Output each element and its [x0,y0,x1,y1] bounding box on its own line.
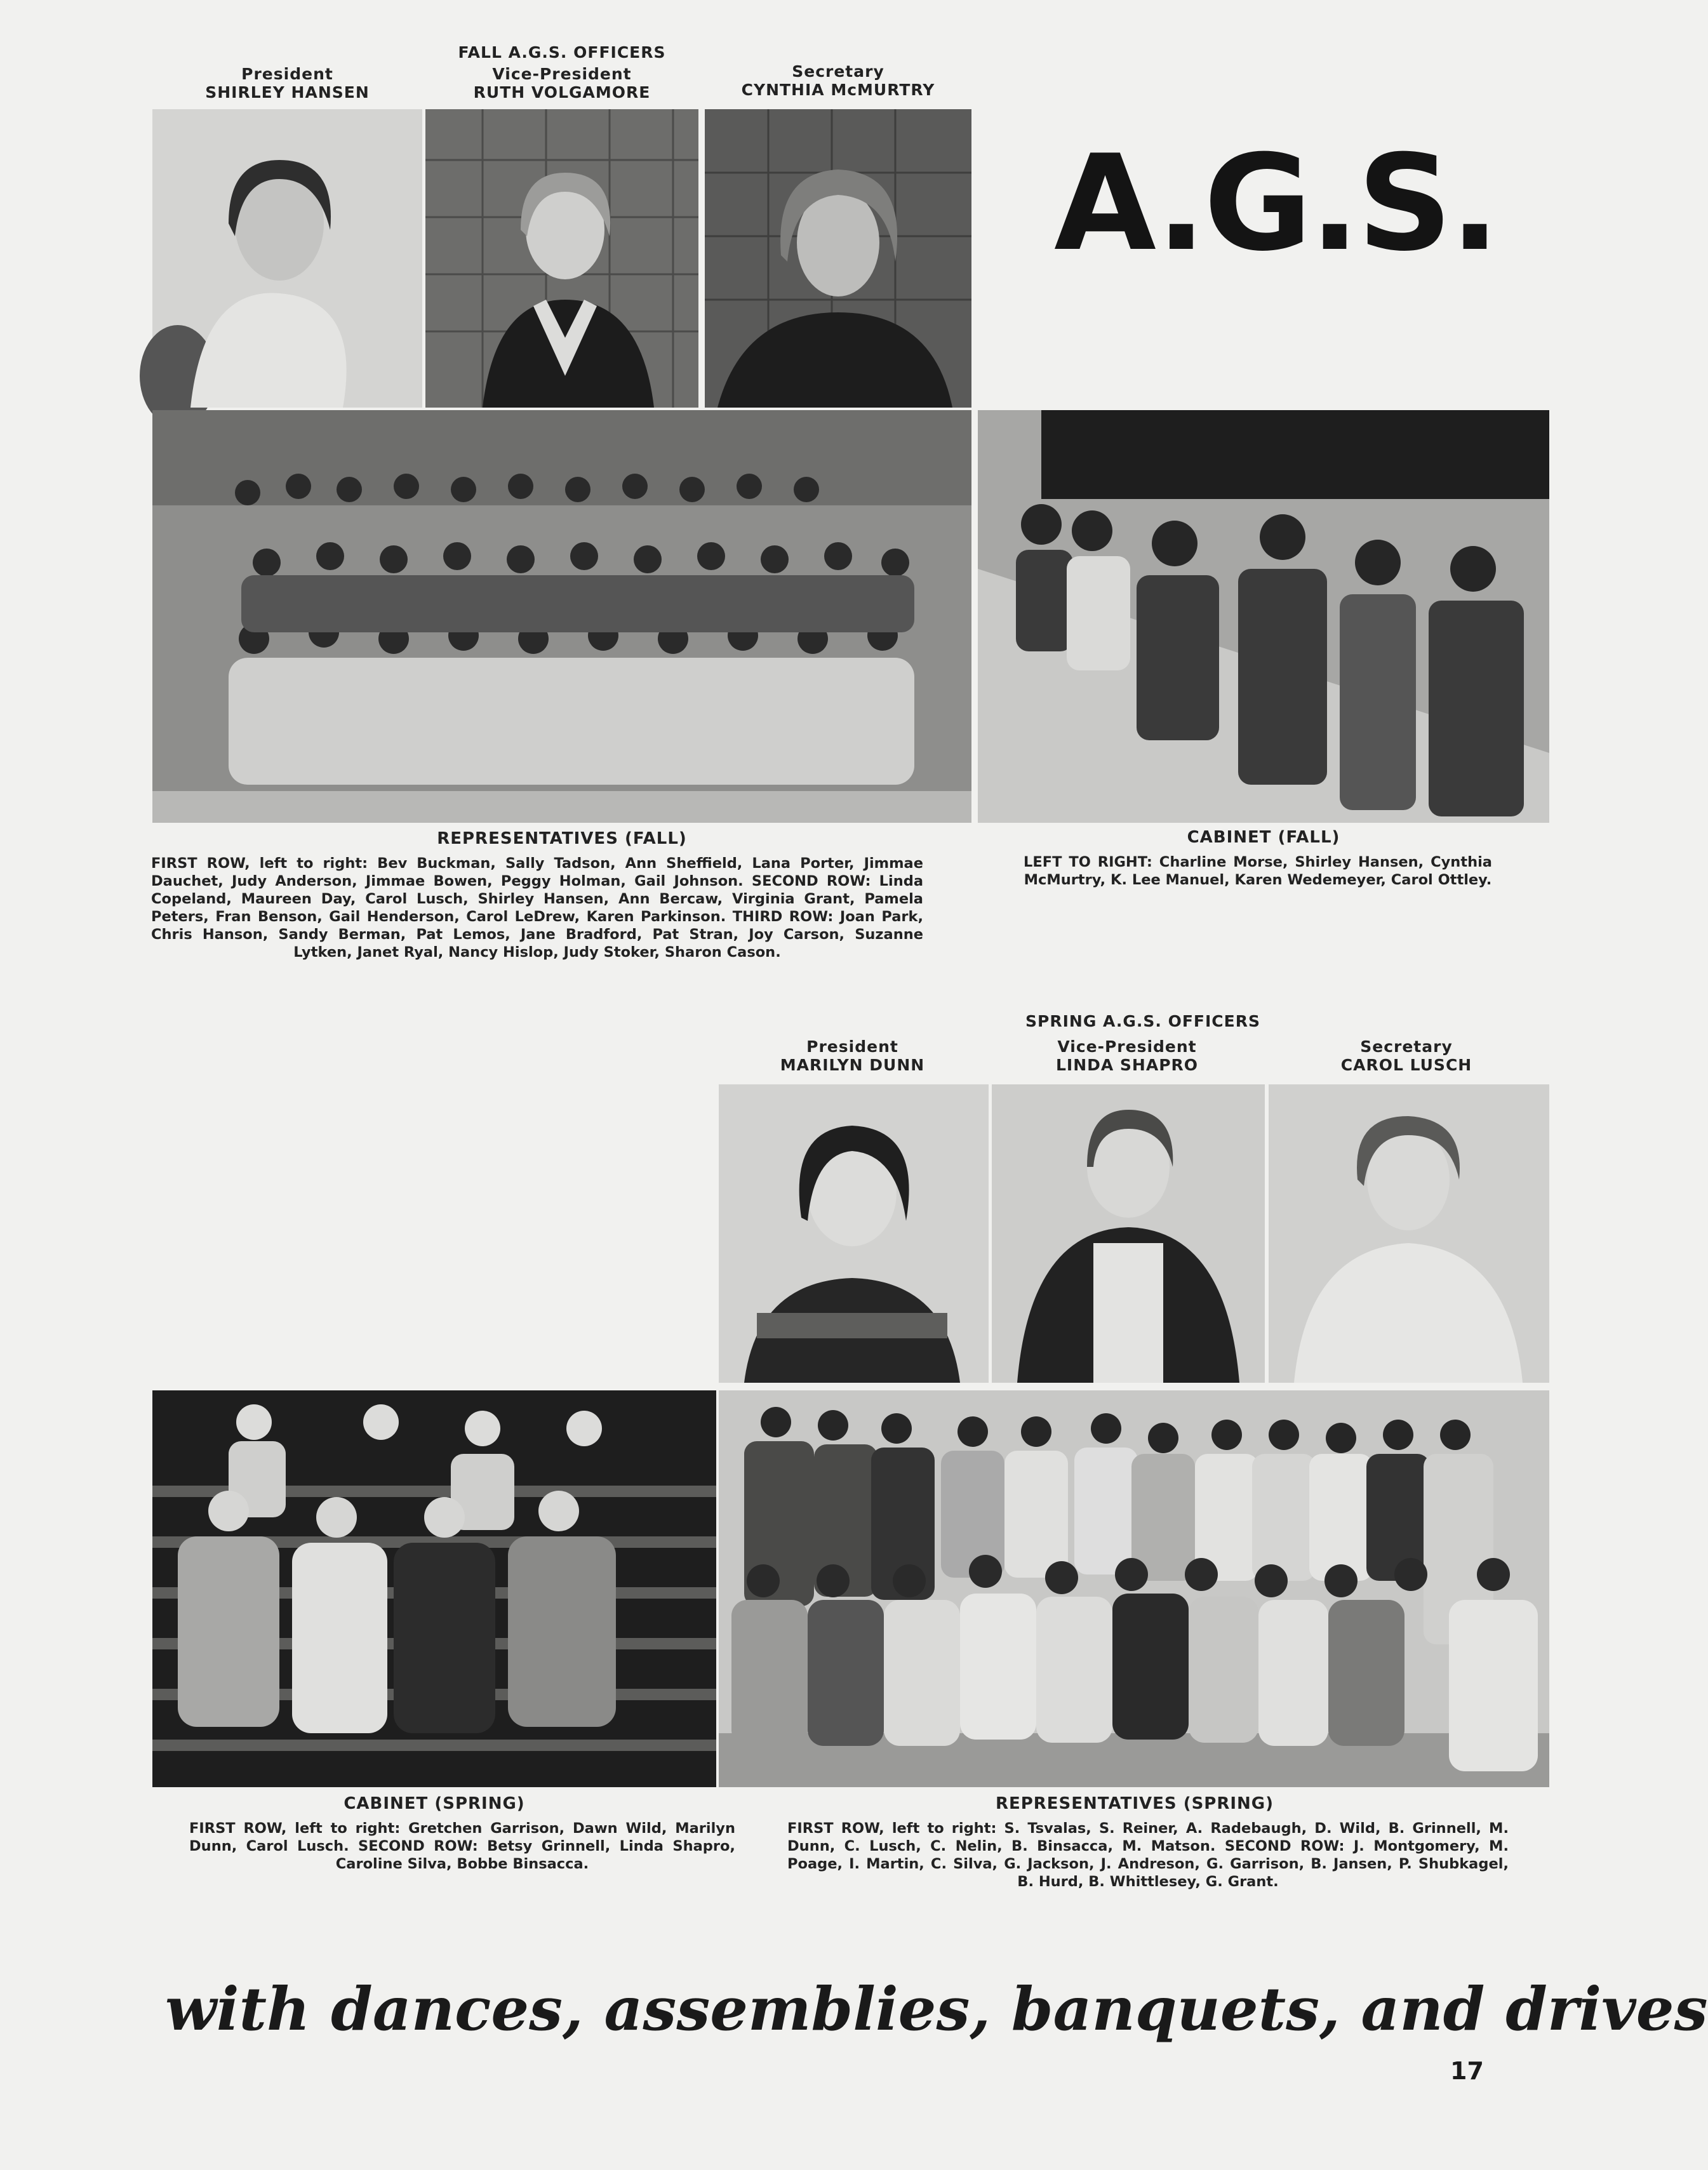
representatives-spring-photo [719,1390,1549,1787]
spring-president-label [717,1037,987,1074]
representatives-fall-caption: FIRST ROW, left to right: Bev Buckman, Sally Tadson, Ann Sheffield, Lana Porter, Jimmae Dauchet, Judy Anderson, Jimmae Bowen, Peggy Holman, Gail Johnson. SECOND ROW: Linda Copeland, Maureen Day, Carol Lusch, Shirley Hansen, Ann Bercaw, Virginia Grant, Pamela Peters, Fran Benson, Gail Henderson, Carol LeDrew, Karen Parkinson. THIRD ROW: Joan Park, Chris Hanson, Sandy Berman, Pat Lemos, Jane Bradford, Pat Stran, Joy Carson, Suzanne Lytken, Janet Ryal, Nancy Hislop, Judy Stoker, Sharon Cason. [151,855,923,961]
cabinet-spring-photo [152,1390,716,1787]
spring-secretary-photo [1269,1084,1549,1383]
page-number: 17 [1450,2057,1484,2085]
fall-president-photo [152,109,422,408]
fall-officers-heading: FALL A.G.S. OFFICERS [458,43,666,62]
cabinet-fall-photo [978,410,1549,823]
fall-president-role: President [241,65,333,83]
spring-officers-heading: SPRING A.G.S. OFFICERS [1025,1012,1260,1030]
cabinet-fall-title: CABINET (FALL) [1187,828,1340,847]
spring-vice-president-photo [992,1084,1265,1383]
spring-president-photo [719,1084,989,1383]
fall-secretary-role: Secretary [792,62,884,81]
fall-president-name: SHIRLEY HANSEN [205,83,370,102]
fall-vice-president-photo [425,109,698,408]
slogan: with dances, assemblies, banquets, and drives [165,1974,1708,2044]
spring-secretary-label [1270,1037,1543,1074]
fall-vice-president-label [425,65,698,102]
cabinet-fall-caption: LEFT TO RIGHT: Charline Morse, Shirley Hansen, Cynthia McMurtry, K. Lee Manuel, Karen Wedemeyer, Carol Ottley. [1024,854,1492,888]
spring-president-role: President [806,1037,898,1056]
fall-secretary-name: CYNTHIA McMURTRY [741,81,935,99]
spring-secretary-name: CAROL LUSCH [1340,1056,1472,1074]
spring-vice-president-label [991,1037,1264,1074]
cabinet-spring-title: CABINET (SPRING) [344,1794,525,1813]
representatives-spring-caption: FIRST ROW, left to right: S. Tsvalas, S. Reiner, A. Radebaugh, D. Wild, B. Grinnell, M. Dunn, C. Lusch, C. Nelin, B. Binsacca, M. Matson. SECOND ROW: J. Montgomery, M. Poage, I. Martin, C. Silva, G. Jackson, J. Andreson, G. Garrison, B. Jansen, P. Shubkagel, B. Hurd, B. Whittlesey, G. Grant. [787,1820,1509,1890]
fall-secretary-photo [705,109,971,408]
cabinet-spring-caption: FIRST ROW, left to right: Gretchen Garrison, Dawn Wild, Marilyn Dunn, Carol Lusch. SECOND ROW: Betsy Grinnell, Linda Shapro, Caroline Silva, Bobbe Binsacca. [189,1820,735,1872]
spring-vice-president-name: LINDA SHAPRO [1055,1056,1199,1074]
fall-vice-president-role: Vice-President [492,65,632,83]
representatives-fall-photo [152,410,971,823]
page-title: A.G.S. [1054,127,1498,281]
representatives-spring-title: REPRESENTATIVES (SPRING) [995,1794,1274,1813]
fall-vice-president-name: RUTH VOLGAMORE [473,83,651,102]
fall-president-label [152,65,422,102]
spring-secretary-role: Secretary [1360,1037,1453,1056]
representatives-fall-title: REPRESENTATIVES (FALL) [437,829,687,848]
fall-secretary-label [705,62,971,99]
spring-president-name: MARILYN DUNN [780,1056,925,1074]
spring-vice-president-role: Vice-President [1057,1037,1197,1056]
